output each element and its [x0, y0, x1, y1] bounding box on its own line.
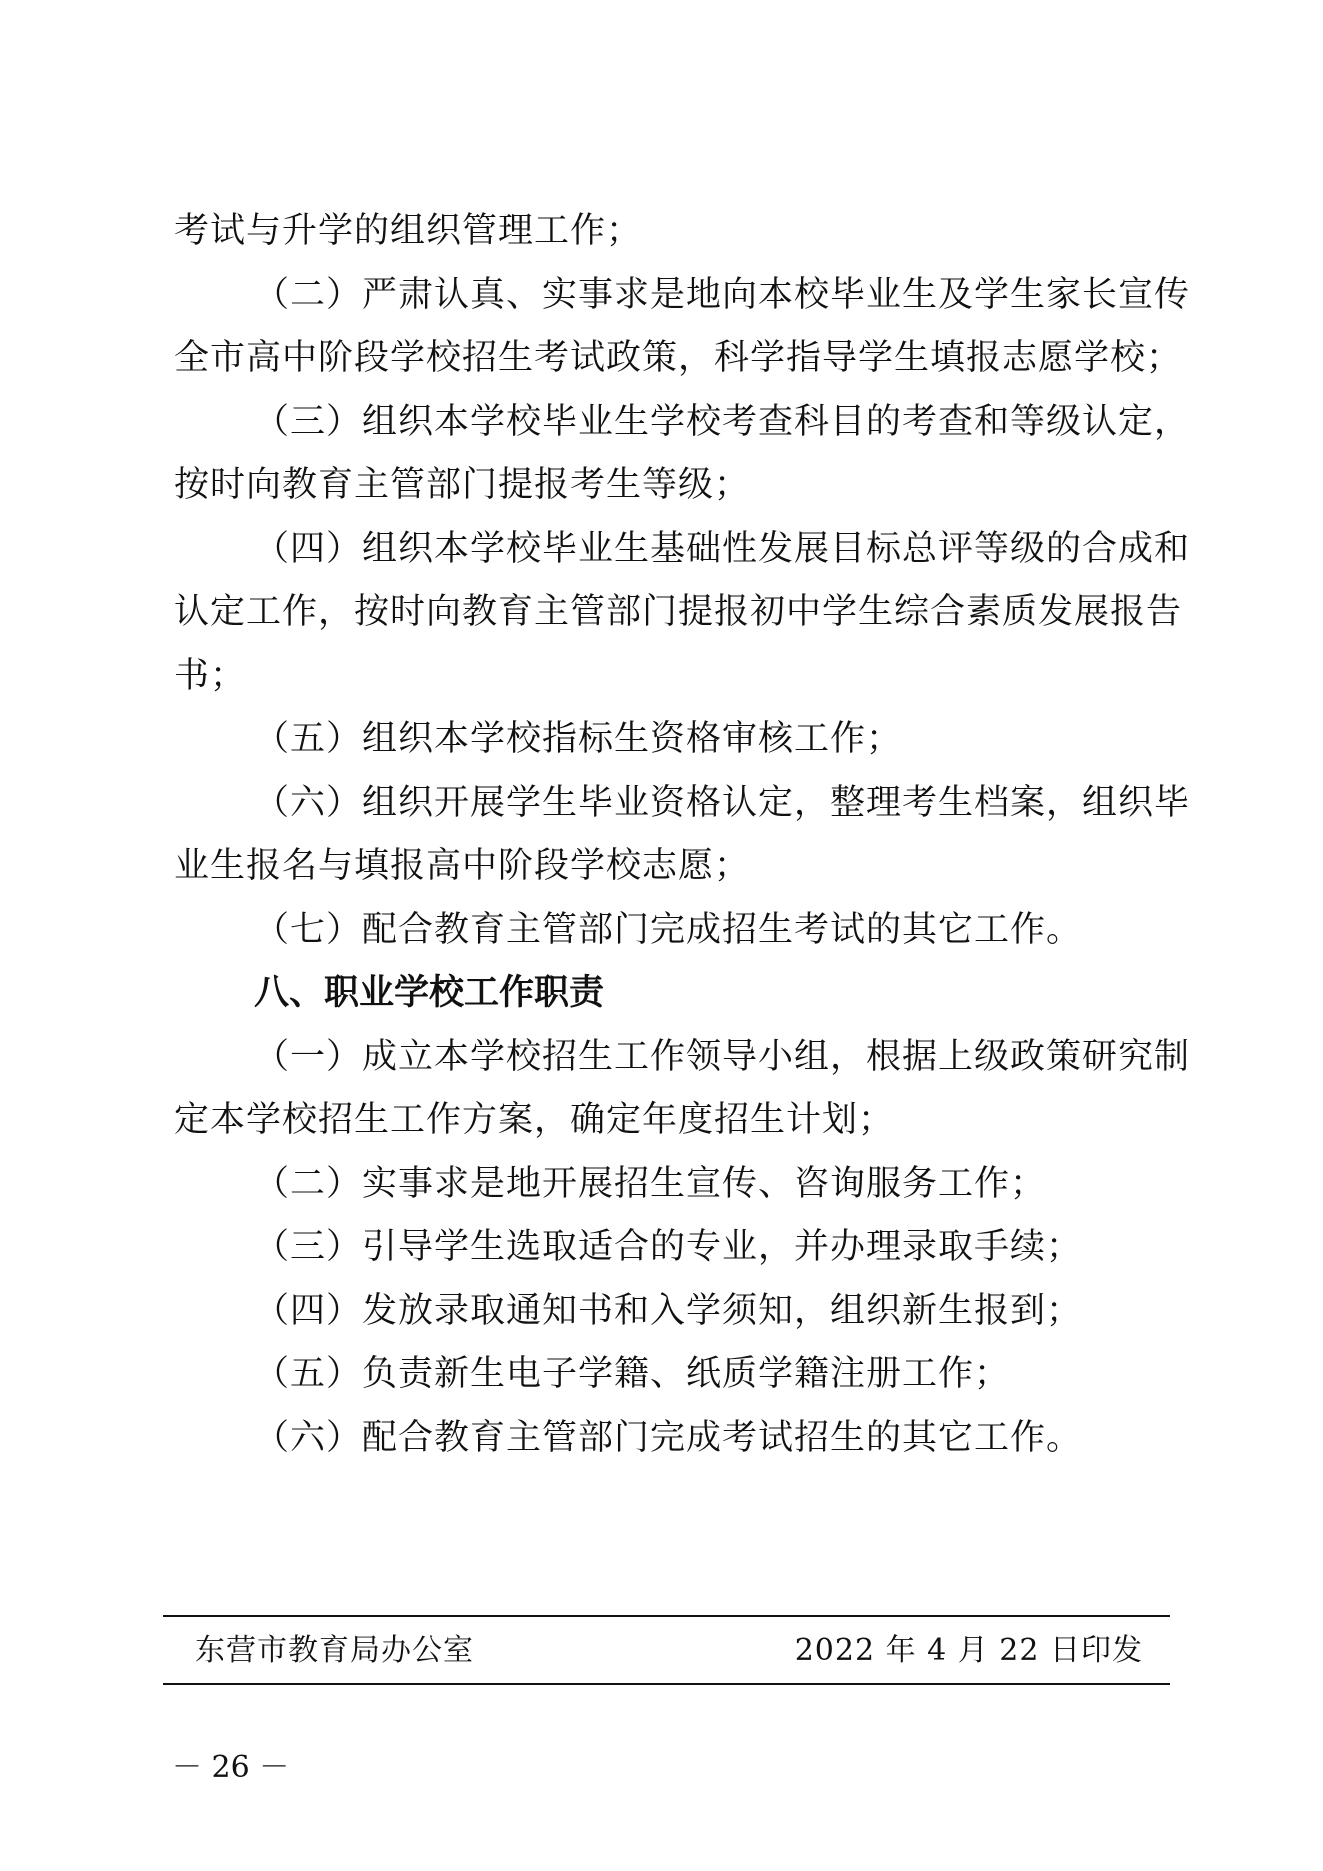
section-heading: 八、职业学校工作职责	[254, 973, 605, 1013]
body-line: 书；	[174, 655, 247, 696]
body-line: （五）负责新生电子学籍、纸质学籍注册工作；	[254, 1354, 1011, 1394]
body-line: 认定工作，按时向教育主管部门提报初中学生综合素质发展报告	[174, 592, 1183, 632]
body-line: （三）组织本学校毕业生学校考查科目的考查和等级认定，	[254, 401, 1191, 442]
body-line: （六）组织开展学生毕业资格认定，整理考生档案，组织毕	[254, 782, 1191, 823]
footer-issuer: 东营市教育局办公室	[195, 1633, 474, 1668]
footer-date-issued: 2022 年 4 月 22 日印发	[794, 1633, 1143, 1668]
body-line: 业生报名与填报高中阶段学校志愿；	[174, 846, 751, 886]
body-line: 按时向教育主管部门提报考生等级；	[174, 465, 751, 505]
body-line: 考试与升学的组织管理工作；	[174, 211, 643, 251]
body-line: （六）配合教育主管部门完成考试招生的其它工作。	[254, 1417, 1083, 1458]
document-body	[174, 200, 1191, 1470]
body-line: （三）引导学生选取适合的专业，并办理录取手续；	[254, 1227, 1083, 1267]
footer-bottom-rule	[163, 1683, 1170, 1685]
body-line: （二）严肃认真、实事求是地向本校毕业生及学生家长宣传	[254, 274, 1191, 315]
body-line: （二）实事求是地开展招生宣传、咨询服务工作；	[254, 1163, 1047, 1204]
body-line: （五）组织本学校指标生资格审核工作；	[254, 719, 903, 759]
body-line: 定本学校招生工作方案，确定年度招生计划；	[174, 1100, 895, 1140]
footer-top-rule	[163, 1615, 1170, 1617]
body-line: （一）成立本学校招生工作领导小组，根据上级政策研究制	[254, 1036, 1191, 1077]
body-line: （七）配合教育主管部门完成招生考试的其它工作。	[254, 909, 1083, 950]
body-line: （四）组织本学校毕业生基础性发展目标总评等级的合成和	[254, 528, 1191, 569]
page-number: － 26 －	[172, 1750, 290, 1785]
body-line: 全市高中阶段学校招生考试政策，科学指导学生填报志愿学校；	[174, 338, 1183, 378]
body-line: （四）发放录取通知书和入学须知，组织新生报到；	[254, 1290, 1083, 1331]
